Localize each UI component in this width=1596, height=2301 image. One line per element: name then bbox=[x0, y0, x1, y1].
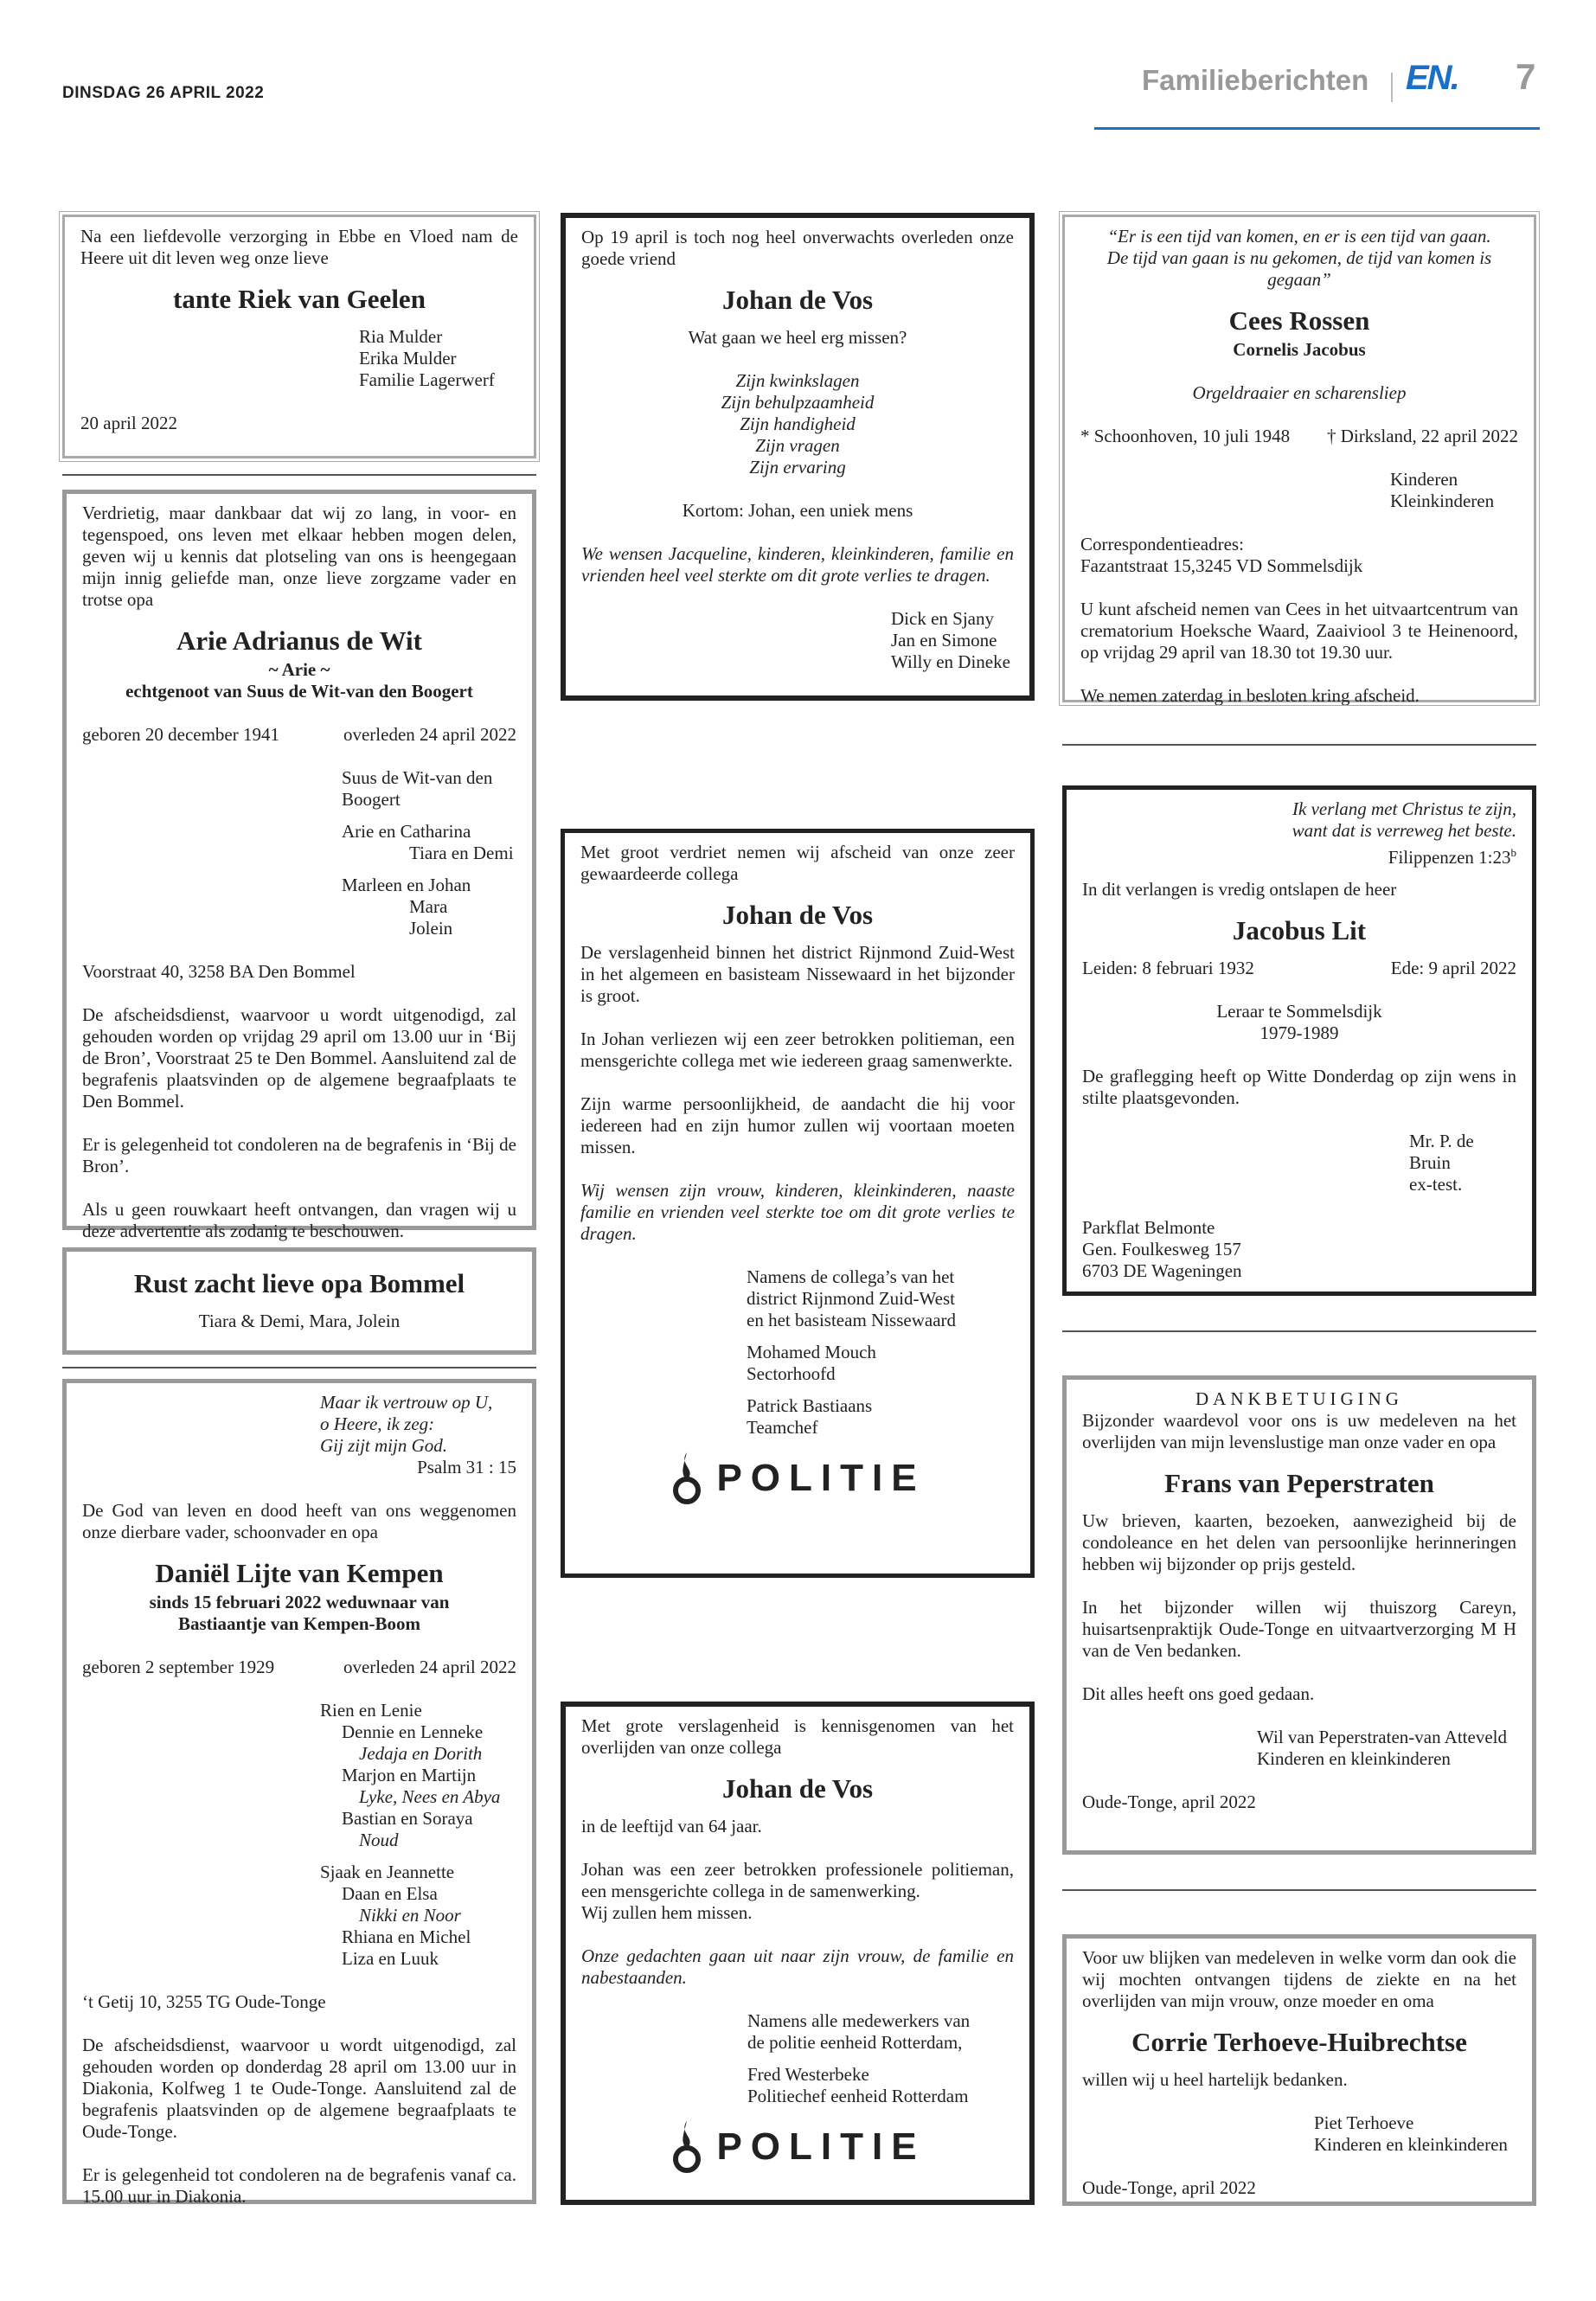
quote-line: De tijd van gaan is nu gekomen, de tijd van komen is gegaan” bbox=[1106, 247, 1492, 290]
separator bbox=[1062, 1889, 1536, 1891]
signatory: Mohamed Mouch bbox=[747, 1342, 876, 1362]
quality-line: Zijn kwinkslagen bbox=[735, 370, 860, 391]
card-notice: Als u geen rouwkaart heeft ontvangen, dan vragen wij u deze advertentie als zodanig te beschouwen. bbox=[82, 1199, 516, 1241]
family-line: Tiara en Demi bbox=[409, 843, 514, 863]
place-date: Oude-Tonge, april 2022 bbox=[1082, 2177, 1256, 2198]
ad-intro: Met groot verdriet nemen wij afscheid van onze zeer gewaardeerde collega bbox=[580, 842, 1015, 884]
police-logo bbox=[581, 2119, 1014, 2173]
police-flame-icon bbox=[670, 1451, 704, 1504]
police-logo-text: POLITIE bbox=[716, 1456, 926, 1499]
ad-intro: In dit verlangen is vredig ontslapen de heer bbox=[1082, 879, 1397, 900]
correspondence-label: Correspondentieadres: bbox=[1080, 534, 1244, 554]
deceased-name: Johan de Vos bbox=[721, 900, 874, 930]
quality-line: Zijn ervaring bbox=[749, 457, 846, 478]
signatory: ex-test. bbox=[1409, 1174, 1463, 1195]
family-line: Marjon en Martijn bbox=[342, 1765, 477, 1785]
deceased-nickname: ~ Arie ~ bbox=[268, 659, 330, 680]
ad-paragraph: De verslagenheid binnen het district Rijnmond Zuid-West in het algemeen en basisteam Nissewaard in het bijzonder is groot. bbox=[580, 942, 1015, 1006]
ad-intro: De God van leven en dood heeft van ons weggenomen onze dierbare vader, schoonvader en opa bbox=[82, 1500, 516, 1542]
ad-intro: Met grote verslagenheid is kennisgenomen van het overlijden van onze collega bbox=[581, 1715, 1014, 1758]
family-line: Kinderen bbox=[1390, 469, 1458, 490]
deceased-occupation: Orgeldraaier en scharensliep bbox=[1192, 382, 1407, 403]
family-line: Dennie en Lenneke bbox=[342, 1721, 484, 1742]
address: ‘t Getij 10, 3255 TG Oude-Tonge bbox=[82, 1991, 326, 2012]
correspondence-address: Fazantstraat 15,3245 VD Sommelsdijk bbox=[1080, 555, 1363, 576]
ad-title: DANKBETUIGING bbox=[1195, 1388, 1403, 1409]
ad-thoughts: Onze gedachten gaan uit naar zijn vrouw, de familie en nabestaanden. bbox=[581, 1945, 1014, 1988]
address-line: Gen. Foulkesweg 157 bbox=[1082, 1239, 1241, 1259]
ad-riek-van-geelen bbox=[62, 215, 536, 458]
family-line: Familie Lagerwerf bbox=[359, 369, 495, 390]
police-logo bbox=[580, 1451, 1015, 1504]
signatory: Jan en Simone bbox=[891, 630, 997, 651]
signatory: Namens de collega’s van het bbox=[747, 1266, 955, 1287]
closed-farewell-text: We nemen zaterdag in besloten kring afscheid. bbox=[1080, 685, 1420, 706]
service-text: De afscheidsdienst, waarvoor u wordt uitgenodigd, zal gehouden worden op vrijdag 29 april om 13.00 uur in ‘Bij de Bron’, Voorstraat 25 te Den Bommel. Aansluitend zal de begrafenis plaatsvinden op de algemene begraafplaats te Den Bommel. bbox=[82, 1004, 516, 1112]
deceased-name: tante Riek van Geelen bbox=[173, 284, 426, 314]
police-logo-text: POLITIE bbox=[716, 2125, 926, 2168]
deceased-subtitle: Bastiaantje van Kempen-Boom bbox=[178, 1613, 420, 1634]
deceased-name: Jacobus Lit bbox=[1232, 915, 1367, 945]
family-line: Jolein bbox=[409, 918, 453, 939]
page-number: 7 bbox=[1516, 56, 1536, 97]
family-line: Rhiana en Michel bbox=[342, 1926, 471, 1947]
ad-intro: Bijzonder waardevol voor ons is uw medeleven na het overlijden van mijn levenslustige man onze vader en opa bbox=[1082, 1410, 1516, 1452]
ad-jacobus-lit bbox=[1062, 785, 1536, 1296]
ad-intro: Op 19 april is toch nog heel onverwachts overleden onze goede vriend bbox=[581, 227, 1014, 269]
deceased-name: Corrie Terhoeve-Huibrechtse bbox=[1131, 2027, 1467, 2057]
family-line: Lyke, Nees en Abya bbox=[359, 1786, 501, 1807]
place-date: Oude-Tonge, april 2022 bbox=[1082, 1791, 1256, 1812]
death-date: overleden 24 april 2022 bbox=[343, 724, 516, 745]
separator bbox=[62, 1367, 536, 1368]
ad-intro: Voor uw blijken van medeleven in welke vorm dan ook die wij mochten ontvangen tijdens de ziekte en na het overlijden van mijn vrouw, onze moeder en oma bbox=[1082, 1947, 1516, 2011]
signatory: Politiechef eenheid Rotterdam bbox=[747, 2086, 969, 2106]
address-line: Parkflat Belmonte bbox=[1082, 1217, 1215, 1238]
ad-date: 20 april 2022 bbox=[80, 413, 177, 433]
ad-signatories: Tiara & Demi, Mara, Jolein bbox=[198, 1311, 401, 1331]
role-line: Leraar te Sommelsdijk bbox=[1216, 1001, 1382, 1022]
signatory: Mr. P. de Bruin bbox=[1409, 1131, 1474, 1173]
family-line: Marleen en Johan bbox=[342, 875, 471, 895]
deceased-name: Cees Rossen bbox=[1228, 305, 1370, 336]
ad-paragraph: Dit alles heeft ons goed gedaan. bbox=[1082, 1683, 1315, 1704]
ad-paragraph: Wij zullen hem missen. bbox=[581, 1902, 753, 1923]
header-divider bbox=[1391, 73, 1393, 102]
ad-age: in de leeftijd van 64 jaar. bbox=[581, 1816, 762, 1836]
birth-date: geboren 2 september 1929 bbox=[82, 1657, 275, 1677]
separator bbox=[1062, 1330, 1536, 1332]
life-dates bbox=[1080, 426, 1518, 447]
ad-johan-de-vos-friends bbox=[561, 213, 1035, 701]
ad-corrie-terhoeve bbox=[1062, 1934, 1536, 2206]
family-line: Ria Mulder bbox=[359, 326, 443, 347]
separator bbox=[62, 474, 536, 476]
verse-line: Ik verlang met Christus te zijn, bbox=[1292, 798, 1516, 819]
verse-line: Gij zijt mijn God. bbox=[320, 1435, 448, 1456]
family-line: Sjaak en Jeannette bbox=[320, 1862, 455, 1882]
brand-logo: EN. bbox=[1406, 59, 1458, 97]
signatory: Willy en Dineke bbox=[891, 651, 1010, 672]
signatory: Fred Westerbeke bbox=[747, 2064, 869, 2085]
family-line: Liza en Luuk bbox=[342, 1948, 439, 1969]
family-line: Nikki en Noor bbox=[359, 1905, 461, 1926]
ad-wish: We wensen Jacqueline, kinderen, kleinkinderen, familie en vrienden heel veel sterkte om dit grote verlies te dragen. bbox=[581, 543, 1014, 586]
condolence-text: Er is gelegenheid tot condoleren na de begrafenis in ‘Bij de Bron’. bbox=[82, 1134, 516, 1176]
birth-date: * Schoonhoven, 10 juli 1948 bbox=[1080, 426, 1291, 446]
family-line: Suus de Wit-van den Boogert bbox=[342, 767, 493, 810]
deceased-full-name: Cornelis Jacobus bbox=[1233, 339, 1366, 360]
ad-rust-zacht-opa bbox=[62, 1247, 536, 1355]
ad-daniel-lijte-van-kempen bbox=[62, 1379, 536, 2207]
family-line: Kleinkinderen bbox=[1390, 490, 1495, 511]
thanks-text: willen wij u heel hartelijk bedanken. bbox=[1082, 2069, 1348, 2090]
burial-text: De graflegging heeft op Witte Donderdag op zijn wens in stilte plaatsgevonden. bbox=[1082, 1066, 1516, 1108]
ad-question: Wat gaan we heel erg missen? bbox=[688, 327, 907, 348]
signatory: district Rijnmond Zuid-West bbox=[747, 1288, 955, 1309]
ad-paragraph: In Johan verliezen wij een zeer betrokken politieman, een mensgerichte collega met wie iedereen graag samenwerkte. bbox=[580, 1029, 1015, 1071]
address-line: 6703 DE Wageningen bbox=[1082, 1260, 1242, 1281]
ad-cees-rossen bbox=[1062, 215, 1536, 706]
ad-paragraph: Zijn warme persoonlijkheid, de aandacht die hij voor iedereen had en zijn humor zullen wij voortaan moeten missen. bbox=[580, 1093, 1015, 1157]
verse-line: Maar ik vertrouw op U, bbox=[320, 1392, 493, 1413]
verse-line: o Heere, ik zeg: bbox=[320, 1413, 435, 1434]
family-line: Noud bbox=[359, 1830, 399, 1850]
quality-line: Zijn behulpzaamheid bbox=[721, 392, 875, 413]
signatory: Sectorhoofd bbox=[747, 1363, 836, 1384]
deceased-name: Johan de Vos bbox=[721, 1773, 874, 1804]
family-line: Bastian en Soraya bbox=[342, 1808, 473, 1829]
quality-line: Zijn handigheid bbox=[740, 413, 856, 434]
family-line: Rien en Lenie bbox=[320, 1700, 422, 1721]
signatory: Wil van Peperstraten-van Atteveld bbox=[1257, 1727, 1507, 1747]
life-dates bbox=[82, 1657, 516, 1678]
ad-johan-de-vos-police bbox=[561, 1702, 1035, 2205]
ad-arie-de-wit bbox=[62, 490, 536, 1241]
ad-johan-de-vos-colleagues bbox=[561, 829, 1035, 1578]
quality-line: Zijn vragen bbox=[755, 435, 840, 456]
birth-date: Leiden: 8 februari 1932 bbox=[1082, 958, 1254, 978]
signatory: Piet Terhoeve bbox=[1314, 2112, 1414, 2133]
death-date: overleden 24 april 2022 bbox=[343, 1657, 516, 1677]
deceased-name: Arie Adrianus de Wit bbox=[176, 625, 422, 656]
verse-reference: Filippenzen 1:23$^b$ bbox=[1388, 846, 1516, 868]
ad-paragraph: In het bijzonder willen wij thuiszorg Careyn, huisartsenpraktijk Oude-Tonge en uitvaartverzorging M H van de Ven bedanken. bbox=[1082, 1597, 1516, 1661]
signatory: Kinderen en kleinkinderen bbox=[1314, 2134, 1508, 2155]
deceased-name: Johan de Vos bbox=[721, 285, 874, 315]
ad-frans-van-peperstraten bbox=[1062, 1375, 1536, 1855]
issue-date: DINSDAG 26 APRIL 2022 bbox=[62, 84, 265, 102]
ad-intro: Verdrietig, maar dankbaar dat wij zo lang, in voor- en tegenspoed, ons leven met elkaar hebben mogen delen, geven wij u kennis dat plotseling van ons is heengegaan mijn innig geliefde man, onze lieve zorgzame vader en trotse opa bbox=[82, 503, 516, 610]
signatory: Namens alle medewerkers van bbox=[747, 2010, 971, 2031]
deceased-spouse: echtgenoot van Suus de Wit-van den Boogert bbox=[125, 681, 473, 702]
death-date: Ede: 9 april 2022 bbox=[1390, 958, 1516, 978]
farewell-text: U kunt afscheid nemen van Cees in het uitvaartcentrum van crematorium Hoeksche Waard, Zaaiviool 3 te Heinenoord, op vrijdag 29 april van 18.30 tot 19.30 uur. bbox=[1080, 599, 1518, 663]
header-rule bbox=[1094, 127, 1540, 130]
family-line: Arie en Catharina bbox=[342, 821, 471, 842]
verse-line: want dat is verreweg het beste. bbox=[1292, 820, 1516, 841]
family-line: Mara bbox=[409, 896, 448, 917]
deceased-name: Frans van Peperstraten bbox=[1164, 1468, 1434, 1498]
signatory: Patrick Bastiaans bbox=[747, 1395, 873, 1416]
verse-reference: Psalm 31 : 15 bbox=[417, 1457, 516, 1477]
address: Voorstraat 40, 3258 BA Den Bommel bbox=[82, 961, 356, 982]
life-dates bbox=[82, 724, 516, 746]
signatory: Kinderen en kleinkinderen bbox=[1257, 1748, 1451, 1769]
deceased-name: Daniël Lijte van Kempen bbox=[155, 1558, 444, 1588]
signatory: Teamchef bbox=[747, 1417, 818, 1438]
family-line: Erika Mulder bbox=[359, 348, 457, 369]
signatory: en het basisteam Nissewaard bbox=[747, 1310, 957, 1330]
condolence-text: Er is gelegenheid tot condoleren na de begrafenis vanaf ca. 15.00 uur in Diakonia. bbox=[82, 2164, 516, 2207]
deceased-subtitle: sinds 15 februari 2022 weduwnaar van bbox=[149, 1592, 450, 1612]
ad-paragraph: Uw brieven, kaarten, bezoeken, aanwezigheid bij de condoleance en het delen van persoonlijke herinneringen hebben wij bijzonder op prijs gesteld. bbox=[1082, 1510, 1516, 1574]
ad-paragraph: Johan was een zeer betrokken professionele politieman, een mensgerichte collega in de samenwerking. bbox=[581, 1859, 1014, 1901]
ad-wish: Wij wensen zijn vrouw, kinderen, kleinkinderen, naaste familie en vrienden veel sterkte toe om dit grote verlies te dragen. bbox=[580, 1180, 1015, 1244]
role-line: 1979-1989 bbox=[1259, 1022, 1339, 1043]
birth-date: geboren 20 december 1941 bbox=[82, 724, 279, 745]
ad-intro: Na een liefdevolle verzorging in Ebbe en Vloed nam de Heere uit dit leven weg onze lieve bbox=[80, 226, 518, 268]
life-dates bbox=[1082, 958, 1516, 979]
death-date: † Dirksland, 22 april 2022 bbox=[1326, 426, 1518, 446]
signatory: Dick en Sjany bbox=[891, 608, 994, 629]
family-line: Jedaja en Dorith bbox=[359, 1743, 483, 1764]
separator bbox=[1062, 744, 1536, 746]
police-flame-icon bbox=[670, 2119, 704, 2173]
quote-line: “Er is een tijd van komen, en er is een tijd van gaan. bbox=[1107, 226, 1491, 247]
ad-summary: Kortom: Johan, een uniek mens bbox=[682, 500, 913, 521]
signatory: de politie eenheid Rotterdam, bbox=[747, 2032, 963, 2053]
section-title: Familieberichten bbox=[1142, 64, 1369, 96]
family-line: Daan en Elsa bbox=[342, 1883, 438, 1904]
service-text: De afscheidsdienst, waarvoor u wordt uitgenodigd, zal gehouden worden op donderdag 28 april om 13.00 uur in Diakonia, Kolfweg 1 te Oude-Tonge. Aansluitend zal de begrafenis plaatsvinden op de algemene begraafplaats te Oude-Tonge. bbox=[82, 2035, 516, 2142]
ad-title: Rust zacht lieve opa Bommel bbox=[133, 1268, 465, 1298]
